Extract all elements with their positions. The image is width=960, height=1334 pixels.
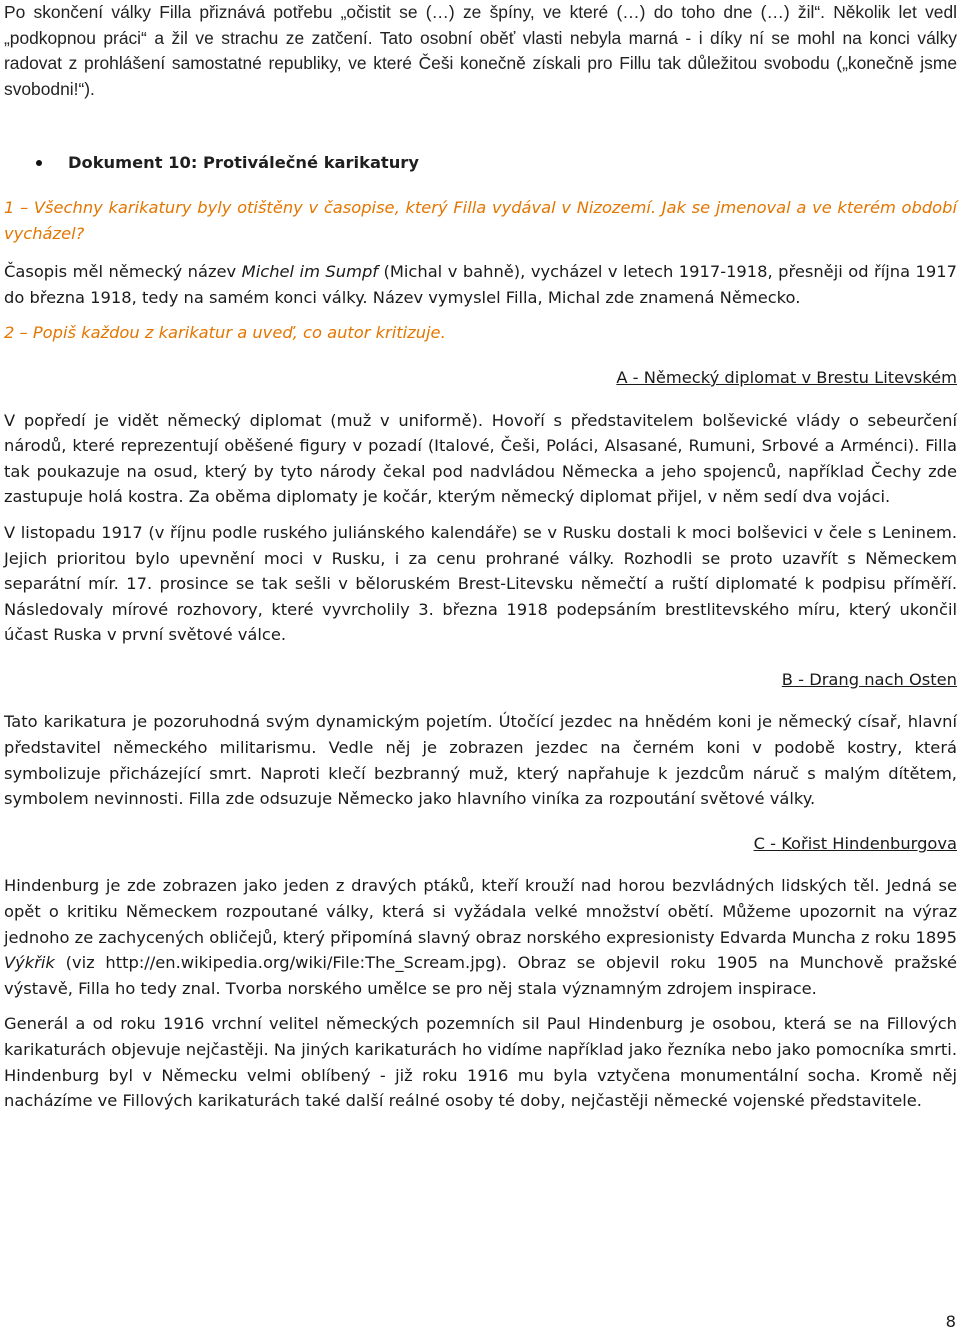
question-1: 1 – Všechny karikatury byly otištěny v časopise, který Filla vydával v Nizozemí. Jak se jmenoval a ve kterém období vycházel? xyxy=(4,197,957,243)
page-number: 8 xyxy=(945,1312,956,1331)
section-c-paragraph-2: Generál a od roku 1916 vrchní velitel německých pozemních sil Paul Hindenburg je osobou, která se na Fillových karikaturách objevuje nejčastěji. Na jiných karikaturách ho vidíme například jako řezníka nebo jako pomocníka smrti. Hindenburg byl v Německu velmi oblíbený - již roku 1916 mu byla vztyčena monumentální socha. Kromě něj nacházíme ve Fillových karikaturách také další reálné osoby té doby, nejčastěji německé vojenské představitele. xyxy=(4,1014,957,1111)
document-title: Dokument 10: Protiválečné karikatury xyxy=(68,153,419,173)
section-a-paragraph-1: V popředí je vidět německý diplomat (muž v uniformě). Hovoří s představitelem bolševické vlády o sebeurčení národů, které reprezentují oběšené figury v pozadí (Italové, Češi, Poláci, Alsasané, Rumuni, Srbové a Arménci). Filla tak poukazuje na osud, který by tyto národy čekal pod nadvládou Německa a jeho spojenců, například Čechy zde zastupuje holá kostra. Za oběma diplomaty je kočár, kterým německý diplomat přijel, v něm sedí dva vojáci. xyxy=(4,410,957,507)
painting-title: Výkřik xyxy=(4,953,55,973)
document-page xyxy=(4,0,957,1114)
answer-1-after: (Michal v bahně), vycházel v letech 1917-1918, přesněji od října 1917 do března 1918, tedy na samém konci války. Název vymyslel Filla, Michal zde znamená Německo. xyxy=(4,262,957,307)
section-c-p1-after: (viz http://en.wikipedia.org/wiki/File:The_Scream.jpg). Obraz se objevil roku 1905 na Munchově pražské výstavě, Filla ho tedy znal. Tvorba norského umělce se pro něj stala významným zdrojem inspirace. xyxy=(4,953,957,998)
section-a-paragraph-2: V listopadu 1917 (v říjnu podle ruského juliánského kalendáře) se v Rusku dostali k moci bolševici v čele s Leninem. Jejich prioritou bylo upevnění moci v Rusku, i za cenu prohrané války. Rozhodli se proto uzavřít s Německem separátní mír. 17. prosince se tak sešli v běloruském Brest-Litevsku němečtí a ruští diplomaté k podpisu příměří. Následovaly mírové rozhovory, které vyvrcholily 3. března 1918 podepsáním brestlitevského míru, který ukončil účast Ruska v první světové válce. xyxy=(4,522,957,645)
question-2: 2 – Popiš každou z karikatur a uveď, co autor kritizuje. xyxy=(4,323,446,343)
document-heading-item xyxy=(4,150,957,176)
answer-1 xyxy=(4,259,957,310)
answer-1-before: Časopis měl německý název xyxy=(4,262,242,282)
bullet-icon xyxy=(36,160,42,166)
magazine-title: Michel im Sumpf xyxy=(241,262,379,282)
section-b-paragraph-1: Tato karikatura je pozoruhodná svým dynamickým pojetím. Útočící jezdec na hnědém koni je německý císař, hlavní představitel německého militarismu. Vedle něj je zobrazen jezdec na černém koni v podobě kostry, která symbolizuje přicházející smrt. Naproti klečí bezbranný muž, který napřahuje k jezdcům náruč s malým dítětem, symbolem nevinnosti. Filla zde odsuzuje Německo jako hlavního viníka za rozpoutání světové války. xyxy=(4,712,957,809)
intro-paragraph: Po skončení války Filla přiznává potřebu „očistit se (…) ze špíny, ve které (…) do toho dne (…) žil“. Několik let vedl „podkopnou práci“ a žil ve strachu ze zatčení. Tato osobní oběť vlasti nebyla marná - i díky ní se mohl na konci války radovat z prohlášení samostatné republiky, ve které Češi konečně získali pro Fillu tak důležitou svobodu („konečně jsme svobodni!“). xyxy=(4,2,957,99)
section-b-heading: B - Drang nach Osten xyxy=(781,669,957,689)
section-c-paragraph-1 xyxy=(4,873,957,1001)
section-a-heading: A - Německý diplomat v Brestu Litevském xyxy=(616,367,957,387)
section-c-heading: C - Kořist Hindenburgova xyxy=(753,833,957,853)
section-c-p1-before: Hindenburg je zde zobrazen jako jeden z dravých ptáků, kteří krouží nad horou bezvládných lidských těl. Jedná se opět o kritiku Německem rozpoutané války, která si vyžádala velké množství obětí. Můžeme upozornit na výraz jednoho ze zachycených obličejů, který připomíná slavný obraz norského expresionisty Edvarda Muncha z roku 1895 xyxy=(4,876,957,947)
